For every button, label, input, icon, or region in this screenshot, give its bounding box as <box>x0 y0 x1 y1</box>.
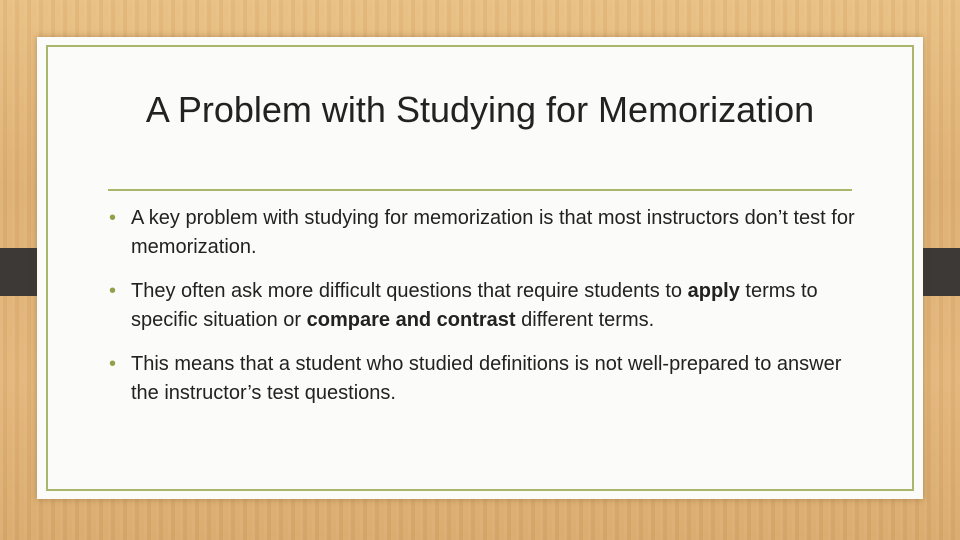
bullet-dot-icon: • <box>109 280 117 302</box>
bullet-2-segment-3: terms to specific situation or <box>131 280 818 331</box>
bullet-dot-icon: • <box>109 207 117 229</box>
bullet-2-emphasis-apply: apply <box>687 280 740 302</box>
bullet-list <box>109 204 867 423</box>
bullet-item-1 <box>109 204 867 262</box>
bullet-text-2 <box>131 280 818 331</box>
bullet-dot-icon: • <box>109 353 117 375</box>
slide-card <box>37 37 923 499</box>
title-divider <box>108 189 852 191</box>
slide-title: A Problem with Studying for Memorization <box>145 89 815 130</box>
bullet-item-2 <box>109 277 867 335</box>
bullet-text-3: This means that a student who studied definitions is not well-prepared to answer the instructor’s test questions. <box>131 353 842 404</box>
bullet-2-segment-5: different terms. <box>515 309 655 331</box>
bullet-2-emphasis-compare: compare and contrast <box>306 309 516 331</box>
bullet-2-segment-1: They often ask more difficult questions that require students to <box>131 280 688 302</box>
bullet-item-3 <box>109 350 867 408</box>
bullet-text-1: A key problem with studying for memorization is that most instructors don’t test for memorization. <box>131 207 855 258</box>
